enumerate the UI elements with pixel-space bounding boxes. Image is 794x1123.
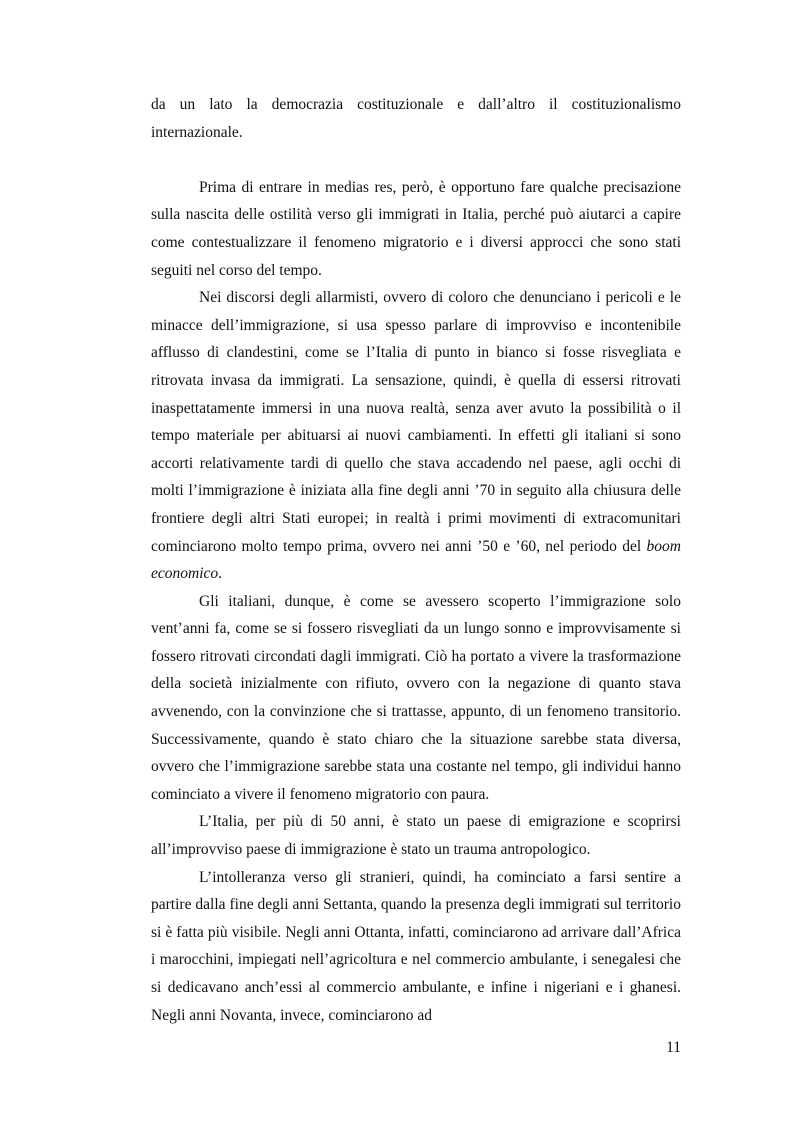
paragraph-emigration: L’Italia, per più di 50 anni, è stato un paese di emigrazione e scoprirsi all’improvviso paese di immigrazione è stato un trauma antropologico. <box>151 813 681 859</box>
italic-term: boom economico <box>151 537 681 583</box>
paragraph-alarmists-end: . <box>218 565 223 583</box>
body-text <box>151 91 681 1029</box>
paragraph-alarmists <box>151 284 681 588</box>
paragraph-introduction: Prima di entrare in medias res, però, è opportuno fare qualche precisazione sulla nascita delle ostilità verso gli immigrati in Italia, perché può aiutarci a capire come contestualizzare il fenomeno migratorio e i diversi approcci che sono stati seguiti nel corso del tempo. <box>151 178 681 279</box>
page-number: 11 <box>666 1039 681 1056</box>
paragraph-intolerance: L’intolleranza verso gli stranieri, quindi, ha cominciato a farsi sentire a partire dalla fine degli anni Settanta, quando la presenza degli immigrati sul territorio si è fatta più visibile. Negli anni Ottanta, infatti, cominciarono ad arrivare dall’Africa i marocchini, impiegati nell’agricoltura e nel commercio ambulante, i senegalesi che si dedicavano anch’essi al commercio ambulante, e infine i nigeriani e i ghanesi. Negli anni Novanta, invece, cominciarono ad <box>151 868 681 1024</box>
paragraph-continuation: da un lato la democrazia costituzionale e dall’altro il costituzionalismo internazionale. <box>151 96 681 141</box>
paragraph-discovery: Gli italiani, dunque, è come se avessero scoperto l’immigrazione solo vent’anni fa, come se si fossero risvegliati da un lungo sonno e improvvisamente si fossero ritrovati circondati dagli immigrati. Ciò ha portato a vivere la trasformazione della società inizialmente con rifiuto, ovvero con la negazione di quanto stava avvenendo, con la convinzione che si trattasse, appunto, di un fenomeno transitorio. Successivamente, quando è stato chiaro che la situazione sarebbe stata diversa, ovvero che l’immigrazione sarebbe stata una costante nel tempo, gli individui hanno cominciato a vivere il fenomeno migratorio con paura. <box>151 592 681 803</box>
paragraph-gap <box>151 146 681 174</box>
paragraph-alarmists-text: Nei discorsi degli allarmisti, ovvero di coloro che denunciano i pericoli e le minacce dell’immigrazione, si usa spesso parlare di improvviso e incontenibile afflusso di clandestini, come se l’Italia di punto in bianco si fosse risvegliata e ritrovata invasa da immigrati. La sensazione, quindi, è quella di essersi ritrovati inaspettatamente immersi in una nuova realtà, senza aver avuto la possibilità o il tempo materiale per abituarsi ai nuovi cambiamenti. In effetti gli italiani si sono accorti relativamente tardi di quello che stava accadendo nel paese, agli occhi di molti l’immigrazione è iniziata alla fine degli anni ’70 in seguito alla chiusura delle frontiere degli altri Stati europei; in realtà i primi movimenti di extracomunitari cominciarono molto tempo prima, ovvero nei anni ’50 e ’60, nel periodo del <box>151 289 681 555</box>
